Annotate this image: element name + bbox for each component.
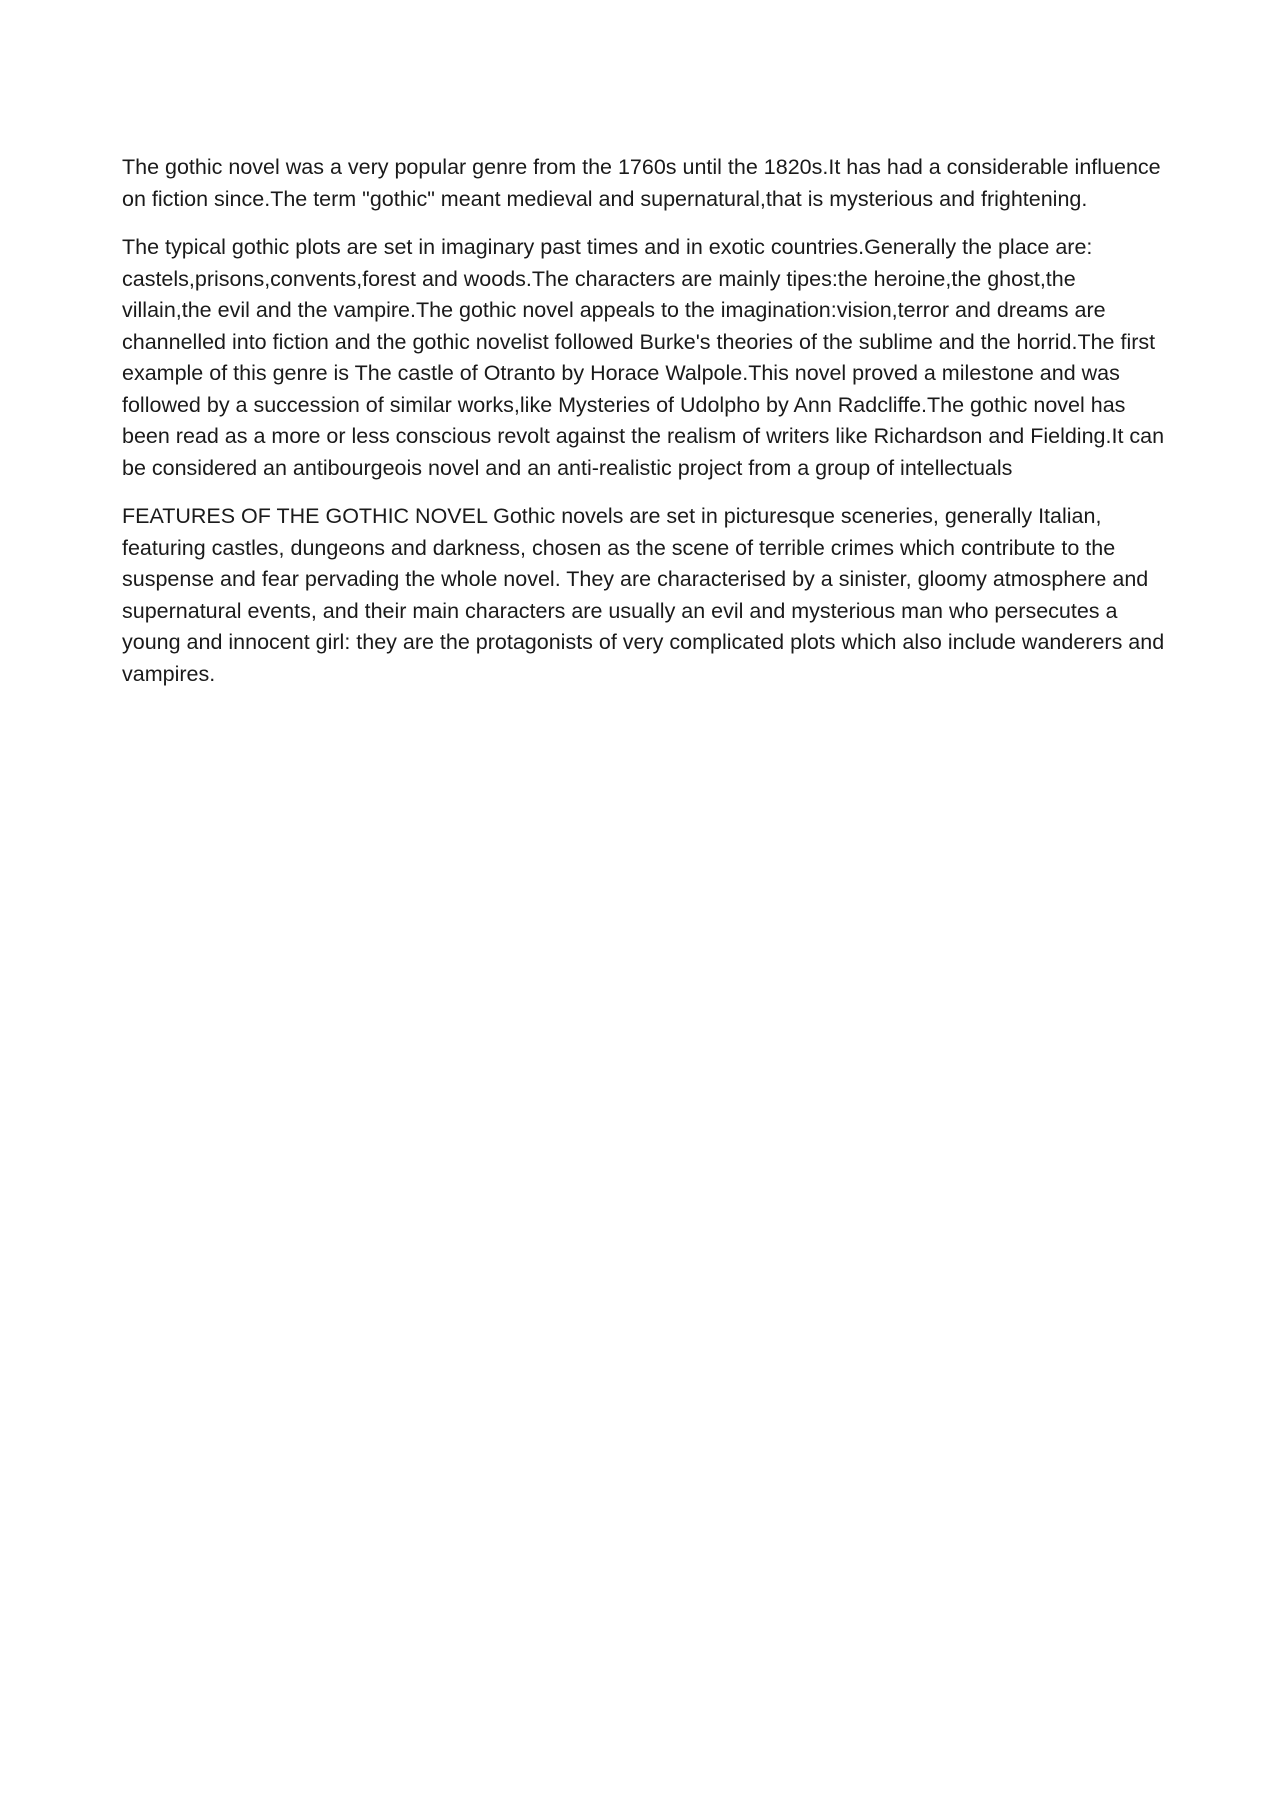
paragraph-features: FEATURES OF THE GOTHIC NOVEL Gothic novels are set in picturesque sceneries, generally Italian, featuring castles, dungeons and darkness, chosen as the scene of terrible crimes which contribute to the suspense and fear pervading the whole novel. They are characterised by a sinister, gloomy atmosphere and supernatural events, and their main characters are usually an evil and mysterious man who persecutes a young and innocent girl: they are the protagonists of very complicated plots which also include wanderers and vampires. xyxy=(122,504,1165,686)
document-body xyxy=(122,152,1168,707)
paragraph-plots-and-characters: The typical gothic plots are set in imaginary past times and in exotic countries.Generally the place are: castels,prisons,convents,forest and woods.The characters are mainly tipes:the heroine,the ghost,the villain,the evil and the vampire.The gothic novel appeals to the imagination:vision,terror and dreams are channelled into fiction and the gothic novelist followed Burke's theories of the sublime and the horrid.The first example of this genre is The castle of Otranto by Horace Walpole.This novel proved a milestone and was followed by a succession of similar works,like Mysteries of Udolpho by Ann Radcliffe.The gothic novel has been read as a more or less conscious revolt against the realism of writers like Richardson and Fielding.It can be considered an antibourgeois novel and an anti-realistic project from a group of intellectuals xyxy=(122,235,1165,480)
paragraph-intro: The gothic novel was a very popular genre from the 1760s until the 1820s.It has had a considerable influence on fiction since.The term "gothic" meant medieval and supernatural,that is mysterious and frightening. xyxy=(122,155,1161,211)
